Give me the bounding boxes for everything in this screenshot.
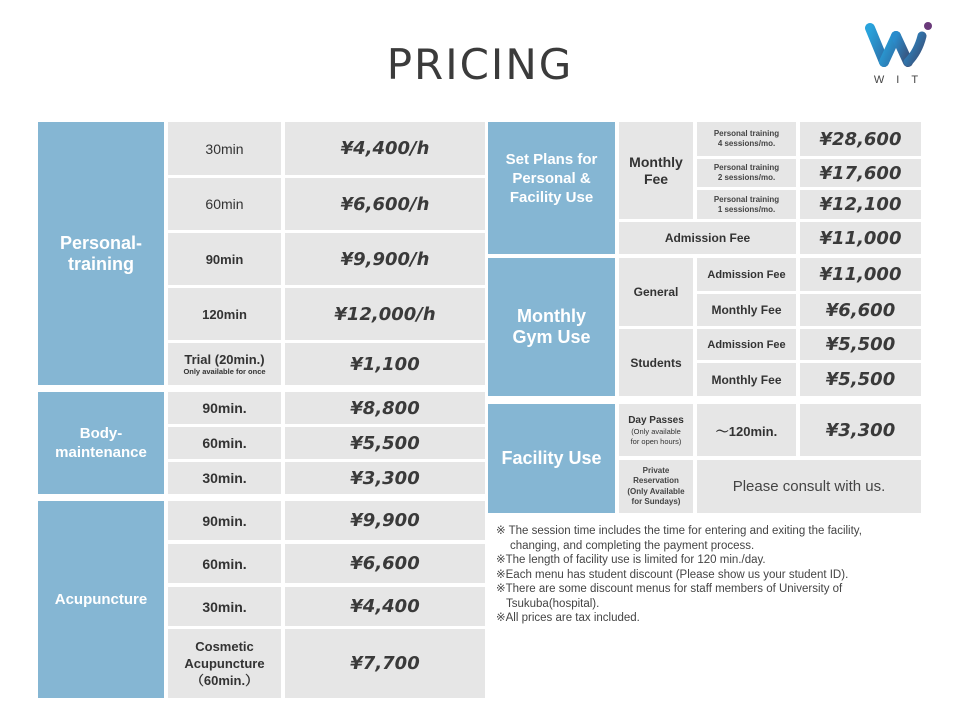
- trial-duration-cell: [168, 343, 281, 385]
- duration-cell: 30min: [168, 122, 281, 175]
- day-pass-duration: ～120min.: [697, 404, 796, 456]
- cosmetic-duration-cell: [168, 629, 281, 698]
- duration-cell: 90min: [168, 233, 281, 285]
- label: Monthly Fee: [629, 153, 683, 187]
- duration-cell: 60min: [168, 178, 281, 230]
- fee-label: Monthly Fee: [697, 294, 796, 326]
- duration-cell: 30min.: [168, 587, 281, 626]
- plan-cell: [697, 159, 796, 187]
- price-cell: ¥6,600/h: [285, 178, 485, 230]
- monthly-fee-label: [619, 122, 693, 219]
- category-label: Personal-training: [59, 232, 143, 274]
- trial-label: Trial (20min.): [184, 351, 265, 367]
- plan-line: Personal training: [713, 194, 780, 204]
- cosmetic-line: Cosmetic: [195, 639, 254, 654]
- notes: [496, 524, 916, 626]
- price-cell: ¥28,600: [800, 122, 921, 156]
- group-students: Students: [619, 329, 693, 396]
- plan-cell: [697, 190, 796, 219]
- category-label: Monthly Gym Use: [512, 306, 591, 347]
- private-line: (Only Available: [627, 486, 685, 496]
- category-label: Set Plans for Personal & Facility Use: [505, 151, 598, 206]
- price-cell: ¥4,400: [285, 587, 485, 626]
- note-line: ※All prices are tax included.: [496, 612, 640, 624]
- category-label: Body-maintenance: [55, 425, 147, 461]
- price-cell: ¥8,800: [285, 392, 485, 424]
- price-cell: ¥6,600: [800, 294, 921, 326]
- note-line: changing, and completing the payment process.: [510, 539, 755, 552]
- plan-cell: [697, 122, 796, 156]
- duration-cell: 60min.: [168, 427, 281, 459]
- price-cell: ¥9,900/h: [285, 233, 485, 285]
- price-cell: ¥5,500: [800, 329, 921, 360]
- price-cell: ¥12,100: [800, 190, 921, 219]
- trial-note: Only available for once: [183, 366, 266, 376]
- category-body-maintenance: [38, 392, 164, 494]
- day-pass-note: (Only available: [631, 426, 681, 436]
- price-cell: ¥17,600: [800, 159, 921, 187]
- duration-cell: 90min.: [168, 501, 281, 540]
- cosmetic-line: Acupuncture: [184, 656, 265, 671]
- category-set-plans: [488, 122, 615, 254]
- price-cell: ¥7,700: [285, 629, 485, 698]
- duration-cell: 120min: [168, 288, 281, 340]
- duration-cell: 30min.: [168, 462, 281, 494]
- fee-label: Admission Fee: [697, 258, 796, 291]
- category-monthly-gym: [488, 258, 615, 396]
- group-general: General: [619, 258, 693, 326]
- page-title: PRICING: [386, 40, 574, 89]
- cosmetic-line: （60min.）: [190, 673, 259, 688]
- price-cell: ¥3,300: [285, 462, 485, 494]
- plan-line: Personal training: [713, 129, 780, 138]
- price-cell: ¥4,400/h: [285, 122, 485, 175]
- duration-cell: 60min.: [168, 544, 281, 583]
- private-line: Reservation: [633, 476, 679, 485]
- category-acupuncture: Acupuncture: [38, 501, 164, 698]
- plan-line: Personal training: [713, 163, 780, 172]
- day-pass-note: for open hours): [630, 436, 682, 446]
- price-cell: ¥1,100: [285, 343, 485, 385]
- plan-line: 4 sessions/mo.: [717, 139, 776, 148]
- price-cell: ¥11,000: [800, 222, 921, 254]
- private-line: Private: [642, 465, 670, 475]
- plan-line: 1 sessions/mo.: [717, 204, 776, 214]
- category-facility-use: Facility Use: [488, 404, 615, 513]
- category-personal-training: [38, 122, 164, 385]
- note-line: ※ The session time includes the time for entering and exiting the facility,: [496, 525, 862, 537]
- logo-text: WIT: [873, 74, 931, 86]
- note-line: Tsukuba(hospital).: [506, 597, 600, 610]
- private-reservation-value: Please consult with us.: [697, 460, 921, 513]
- price-cell: ¥11,000: [800, 258, 921, 291]
- note-line: ※Each menu has student discount (Please show us your student ID).: [496, 568, 849, 581]
- day-pass-cell: [619, 404, 693, 456]
- admission-fee-label: Admission Fee: [619, 222, 796, 254]
- price-cell: ¥5,500: [800, 363, 921, 396]
- plan-line: 2 sessions/mo.: [717, 173, 776, 182]
- note-line: ※There are some discount menus for staff members of University of: [496, 583, 843, 595]
- price-cell: ¥9,900: [285, 501, 485, 540]
- day-pass-label: Day Passes: [628, 414, 684, 426]
- note-line: ※The length of facility use is limited for 120 min./day.: [496, 554, 766, 566]
- price-cell: ¥6,600: [285, 544, 485, 583]
- private-reservation-cell: [619, 460, 693, 513]
- price-cell: ¥12,000/h: [285, 288, 485, 340]
- private-line: for Sundays): [631, 497, 681, 506]
- duration-cell: 90min.: [168, 392, 281, 424]
- fee-label: Monthly Fee: [697, 363, 796, 396]
- price-cell: ¥3,300: [800, 404, 921, 456]
- fee-label: Admission Fee: [697, 329, 796, 360]
- price-cell: ¥5,500: [285, 427, 485, 459]
